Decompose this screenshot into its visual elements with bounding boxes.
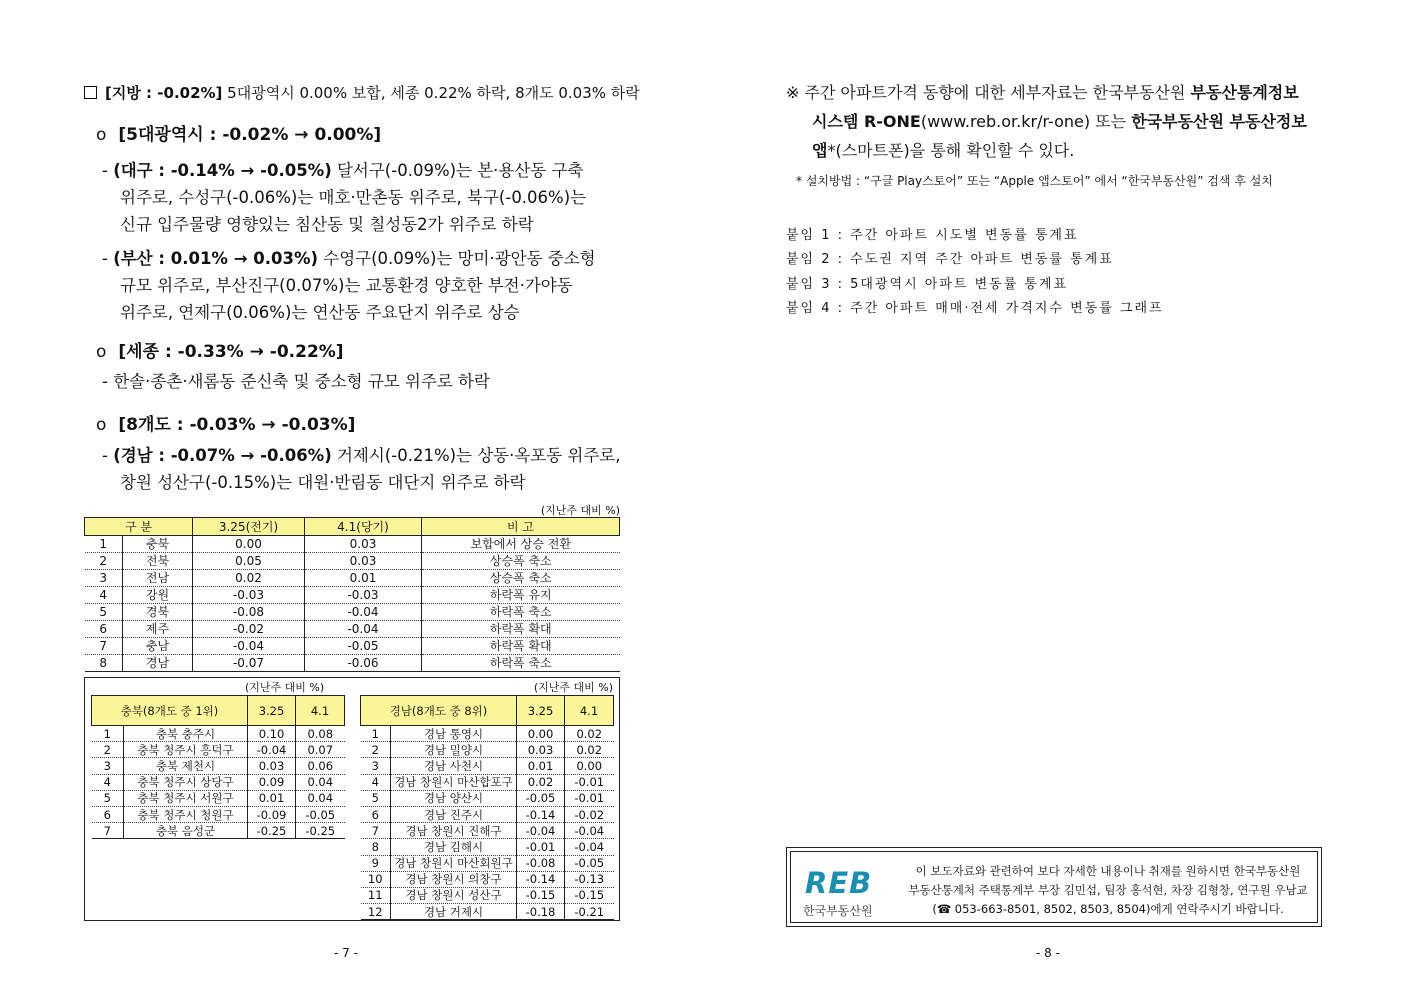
gyeongnam-paragraph: - (경남 : -0.07% → -0.06%) 거제시(-0.21%)는 상동·옥포동 위주로, 창원 성산구(-0.15%)는 대원·반림동 대단지 위주로 하락 [102, 446, 621, 492]
table-cell: 4 [92, 774, 124, 790]
table-cell: 3 [92, 758, 124, 774]
table-cell: -0.04 [305, 621, 422, 638]
table-cell: 5 [85, 604, 123, 621]
table-cell: 0.04 [296, 790, 345, 806]
contact-box [786, 847, 1322, 927]
attachment-1: 붙임 1 : 주간 아파트 시도별 변동률 통계표 [786, 228, 1079, 243]
table-cell: -0.14 [517, 871, 565, 887]
table-cell: -0.07 [193, 655, 305, 672]
table-cell: 충북 청주시 상당구 [124, 774, 248, 790]
table-cell: 경남 창원시 마산합포구 [391, 774, 517, 790]
table-cell: 8 [85, 655, 123, 672]
table-cell: 0.01 [517, 758, 565, 774]
logo-text: 한국부동산원 [803, 904, 873, 918]
section-heading [84, 82, 640, 103]
table-cell: 2 [92, 742, 124, 758]
table-cell: -0.13 [565, 871, 614, 887]
reference-mark: ※ [786, 83, 800, 102]
table-cell: 0.00 [565, 758, 614, 774]
table-cell: 상승폭 축소 [422, 553, 620, 570]
table-cell: -0.03 [193, 587, 305, 604]
table-cell: 충남 [123, 638, 193, 655]
table-row [361, 839, 614, 855]
attachment-2: 붙임 2 : 수도권 지역 주간 아파트 변동률 통계표 [786, 252, 1114, 267]
table-row [85, 638, 620, 655]
table-cell: 상승폭 축소 [422, 570, 620, 587]
table-cell: -0.09 [248, 806, 296, 822]
table-cell: 0.03 [248, 758, 296, 774]
table-cell: 0.07 [296, 742, 345, 758]
table-cell: 충북 청주시 서원구 [124, 790, 248, 806]
table-cell: 경남 거제시 [391, 904, 517, 920]
table-cell: 경남 창원시 마산회원구 [391, 855, 517, 871]
table-cell: 경남 진주시 [391, 806, 517, 822]
table-row [92, 742, 345, 758]
table-cell: 1 [361, 726, 391, 742]
table-cell: 하락폭 확대 [422, 638, 620, 655]
table-cell: 7 [361, 823, 391, 839]
attachment-3: 붙임 3 : 5대광역시 아파트 변동률 통계표 [786, 277, 1069, 292]
table-cell: -0.04 [517, 823, 565, 839]
table-row [361, 758, 614, 774]
table-cell: 0.09 [248, 774, 296, 790]
table-cell: 0.00 [517, 726, 565, 742]
table-cell: 3 [85, 570, 123, 587]
table-cell: 전남 [123, 570, 193, 587]
table-cell: -0.02 [565, 806, 614, 822]
table-row [85, 587, 620, 604]
contact-text: 이 보도자료와 관련하여 보다 자세한 내용이나 취재를 원하시면 한국부동산원 부동산통계처 주택통계부 부장 김민섭, 팀장 홍석현, 차장 김형창, 연구원 우남교 (☎ 053-663-8501, 8502, 8503, 8504)에게 연락주시기 바랍니다. [908, 864, 1308, 916]
metro-title: o [5대광역시 : -0.02% → 0.00%] [96, 125, 382, 145]
table-cell: 경남 김해시 [391, 839, 517, 855]
table-cell: -0.04 [305, 604, 422, 621]
table-cell: 0.04 [296, 774, 345, 790]
table-cell: 경남 [123, 655, 193, 672]
table-cell: -0.02 [193, 621, 305, 638]
table-cell: 0.05 [193, 553, 305, 570]
attachment-4: 붙임 4 : 주간 아파트 매매·전세 가격지수 변동률 그래프 [786, 301, 1164, 316]
table-cell: 0.08 [296, 726, 345, 742]
regional-detail-box [84, 677, 620, 921]
table-cell: 7 [85, 638, 123, 655]
table-cell: 충북 음성군 [124, 823, 248, 839]
table-cell: 3 [361, 758, 391, 774]
table-row [85, 655, 620, 672]
table-cell: 0.03 [305, 553, 422, 570]
table-cell: 6 [361, 806, 391, 822]
busan-paragraph: - (부산 : 0.01% → 0.03%) 수영구(0.09%)는 망미·광안동 중소형 규모 위주로, 부산진구(0.07%)는 교통환경 양호한 부전·가야동 위주로, 연제구(0.06%)는 연산동 주요단지 위주로 상승 [102, 249, 596, 322]
sejong-title: o [세종 : -0.33% → -0.22%] [96, 342, 344, 362]
table-cell: -0.08 [193, 604, 305, 621]
page-number: - 7 - [334, 946, 358, 960]
table-cell: 5 [361, 790, 391, 806]
table-row [92, 774, 345, 790]
install-instructions: * 설치방법 : “구글 Play스토어” 또는 “Apple 앱스토어” 에서 “한국부동산원” 검색 후 설치 [796, 174, 1273, 188]
table-cell: -0.01 [565, 774, 614, 790]
table-cell: -0.05 [517, 790, 565, 806]
table-row [361, 871, 614, 887]
table-cell: -0.15 [565, 887, 614, 903]
table-row [361, 726, 614, 742]
province-change-table [84, 517, 620, 672]
square-bullet-icon [84, 86, 97, 99]
table-cell: 하락폭 축소 [422, 655, 620, 672]
table-cell: -0.05 [305, 638, 422, 655]
table-cell: -0.04 [248, 742, 296, 758]
table-cell: 강원 [123, 587, 193, 604]
table-cell: -0.15 [517, 887, 565, 903]
table-cell: -0.18 [517, 904, 565, 920]
table-cell: 경남 창원시 의창구 [391, 871, 517, 887]
table-row [92, 823, 345, 839]
table-cell: 4 [85, 587, 123, 604]
table-cell: 0.02 [565, 742, 614, 758]
table-row [361, 887, 614, 903]
table-row [85, 570, 620, 587]
table-row [85, 553, 620, 570]
table-cell: -0.04 [193, 638, 305, 655]
table-cell: 경남 창원시 성산구 [391, 887, 517, 903]
table-cell: 하락폭 축소 [422, 604, 620, 621]
table-cell: 0.02 [565, 726, 614, 742]
heading-bold: [지방 : -0.02%] [105, 84, 223, 102]
table-cell: 0.03 [305, 536, 422, 553]
table-cell: 경남 양산시 [391, 790, 517, 806]
table-cell: -0.25 [296, 823, 345, 839]
table-row [361, 774, 614, 790]
table-cell: 제주 [123, 621, 193, 638]
chungbuk-table: 충북(8개도 중 1위) 3.25 4.1 1 충북 충주시 0.10 0.08 2 충북 청주시 흥덕구 -0.04 0.07 3 충북 제천시 0.03 0.06 4 충북 청주시 상당구 0.09 0.04 5 충북 청주시 서원구 0.01 0.04 6 충북 청주시 청원구 -0.09 -0.05 7 충북 음성군 -0.25 -0.25 [91, 695, 345, 839]
table-cell: -0.04 [565, 839, 614, 855]
table-cell: 0.02 [517, 774, 565, 790]
table-row [361, 742, 614, 758]
table-cell: 0.00 [193, 536, 305, 553]
table-cell: 2 [361, 742, 391, 758]
table-cell: 0.10 [248, 726, 296, 742]
gyeongnam-unit: (지난주 대비 %) [533, 681, 613, 694]
sejong-paragraph: - 한솔·종촌·새롬동 준신축 및 중소형 규모 위주로 하락 [102, 372, 490, 391]
table-row [92, 726, 345, 742]
table-row [85, 621, 620, 638]
table-cell: 0.03 [517, 742, 565, 758]
table-cell: 8 [361, 839, 391, 855]
table-cell: -0.04 [565, 823, 614, 839]
table-cell: 6 [85, 621, 123, 638]
table-cell: 12 [361, 904, 391, 920]
table-row [85, 604, 620, 621]
page-7 [84, 0, 640, 992]
table-cell: 보합에서 상승 전환 [422, 536, 620, 553]
table-cell: 4 [361, 774, 391, 790]
page-8 [786, 0, 1322, 992]
gyeongnam-table: 경남(8개도 중 8위) 3.25 4.1 1 경남 통영시 0.00 0.02 2 경남 밀양시 0.03 0.02 3 경남 사천시 0.01 0.00 4 경남 창원시 마산합포구 0.02 -0.01 5 경남 양산시 -0.05 -0.01 6 경남 진주시 -0.14 -0.02 7 경남 창원시 진해구 -0.04 -0.04 8 경남 김해시 -0.01 -0.04 9 경남 창원시 마산회원구 -0.08 -0.05 10 경남 창원시 의창구 -0.14 -0.13 11 경남 창원시 성산구 -0.15 -0.15 12 경남 거제시 -0.18 -0.21 [360, 695, 614, 920]
table-row [361, 823, 614, 839]
table-unit: (지난주 대비 %) [540, 504, 620, 517]
table-cell: 충북 청주시 청원구 [124, 806, 248, 822]
table-cell: 충북 [123, 536, 193, 553]
table-row [92, 758, 345, 774]
table-cell: -0.14 [517, 806, 565, 822]
table-cell: 하락폭 유지 [422, 587, 620, 604]
table-cell: -0.05 [296, 806, 345, 822]
table-cell: 경남 사천시 [391, 758, 517, 774]
table-cell: 전북 [123, 553, 193, 570]
table-cell: 0.06 [296, 758, 345, 774]
table-cell: 1 [85, 536, 123, 553]
table-cell: 경북 [123, 604, 193, 621]
table-cell: 0.02 [193, 570, 305, 587]
table-cell: 0.01 [305, 570, 422, 587]
table-cell: 9 [361, 855, 391, 871]
table-cell: 5 [92, 790, 124, 806]
table-cell: -0.21 [565, 904, 614, 920]
table-cell: 경남 통영시 [391, 726, 517, 742]
table-cell: 충북 청주시 흥덕구 [124, 742, 248, 758]
table-cell: -0.01 [565, 790, 614, 806]
table-cell: -0.05 [565, 855, 614, 871]
table-cell: 2 [85, 553, 123, 570]
eight-provinces-title: o [8개도 : -0.03% → -0.03%] [96, 415, 356, 435]
table-row [92, 806, 345, 822]
table-cell: 10 [361, 871, 391, 887]
table-cell: -0.01 [517, 839, 565, 855]
table-row [361, 904, 614, 920]
table-row [361, 855, 614, 871]
table-cell: 7 [92, 823, 124, 839]
table-row [85, 536, 620, 553]
table-cell: -0.03 [305, 587, 422, 604]
table-cell: 11 [361, 887, 391, 903]
table-cell: 충북 제천시 [124, 758, 248, 774]
table-cell: 1 [92, 726, 124, 742]
heading-text: 5대광역시 0.00% 보합, 세종 0.22% 하락, 8개도 0.03% 하락 [222, 84, 640, 102]
table-row [92, 790, 345, 806]
reb-logo-icon: REB [805, 866, 873, 900]
table-cell: 하락폭 확대 [422, 621, 620, 638]
table-cell: 경남 밀양시 [391, 742, 517, 758]
table-header-row: 구 분 3.25(전기) 4.1(당기) 비 고 [85, 518, 620, 536]
data-source-note: ※ 주간 아파트가격 동향에 대한 세부자료는 한국부동산원 부동산통계정보 시스템 R-ONE(www.reb.or.kr/r-one) 또는 한국부동산원 부동산정보 앱*(스마트폰)을 통해 확인할 수 있다. [786, 83, 1307, 160]
daegu-paragraph: - (대구 : -0.14% → -0.05%) 달서구(-0.09%)는 본·용산동 구축 위주로, 수성구(-0.06%)는 매호·만촌동 위주로, 북구(-0.06%)는 신규 입주물량 영향있는 침산동 및 칠성동2가 위주로 하락 [102, 161, 587, 234]
table-cell: 경남 창원시 진해구 [391, 823, 517, 839]
table-cell: 0.01 [248, 790, 296, 806]
page-number: - 8 - [1036, 946, 1060, 960]
table-row [361, 790, 614, 806]
table-cell: -0.06 [305, 655, 422, 672]
table-cell: -0.08 [517, 855, 565, 871]
table-cell: 충북 충주시 [124, 726, 248, 742]
table-cell: -0.25 [248, 823, 296, 839]
table-cell: 6 [92, 806, 124, 822]
table-row [361, 806, 614, 822]
chungbuk-unit: (지난주 대비 %) [245, 681, 325, 694]
